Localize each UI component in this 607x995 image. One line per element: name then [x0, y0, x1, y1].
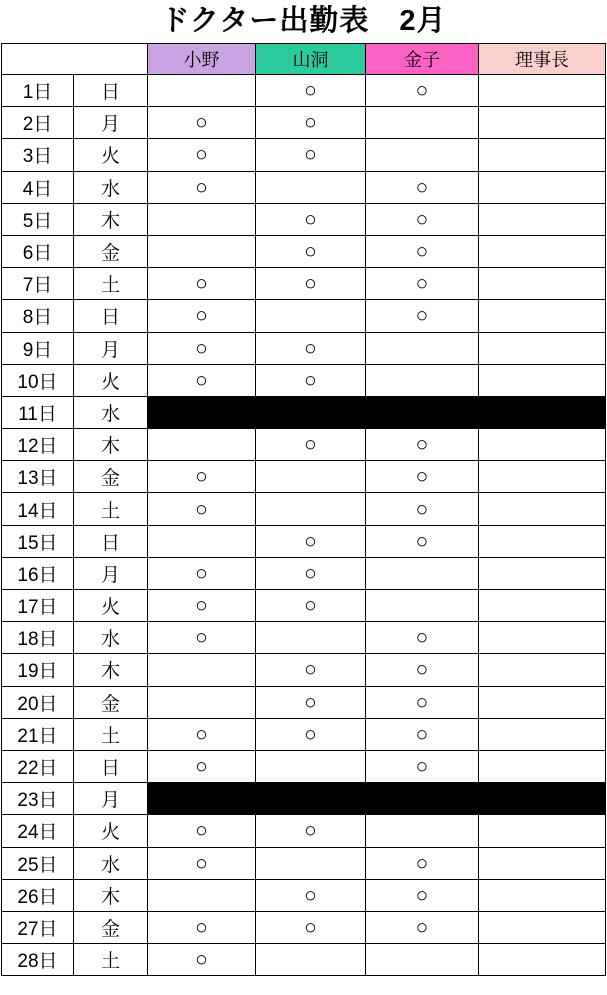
attendance-mark-cell	[479, 268, 606, 300]
attendance-mark-cell: ○	[366, 718, 479, 750]
table-row	[2, 235, 606, 267]
table-row	[2, 944, 606, 976]
date-cell: 25日	[2, 847, 74, 879]
date-cell: 6日	[2, 235, 74, 267]
date-cell: 5日	[2, 203, 74, 235]
attendance-mark-cell	[479, 203, 606, 235]
table-row	[2, 332, 606, 364]
attendance-mark-cell: ○	[366, 171, 479, 203]
attendance-mark-cell: ○	[256, 590, 366, 622]
attendance-mark-cell	[256, 461, 366, 493]
attendance-mark-cell: ○	[256, 879, 366, 911]
attendance-mark-cell: ○	[148, 911, 256, 943]
attendance-mark-cell: ○	[148, 332, 256, 364]
day-cell: 金	[74, 461, 148, 493]
day-cell: 水	[74, 847, 148, 879]
attendance-mark-cell	[366, 107, 479, 139]
attendance-mark-cell	[366, 557, 479, 589]
date-cell: 19日	[2, 654, 74, 686]
date-cell: 23日	[2, 783, 74, 815]
table-row	[2, 718, 606, 750]
table-row	[2, 750, 606, 782]
attendance-mark-cell: ○	[148, 750, 256, 782]
date-cell: 26日	[2, 879, 74, 911]
day-cell: 木	[74, 429, 148, 461]
attendance-mark-cell	[479, 235, 606, 267]
table-row	[2, 75, 606, 107]
attendance-mark-cell	[479, 718, 606, 750]
date-cell: 11日	[2, 396, 74, 428]
attendance-mark-cell	[256, 493, 366, 525]
day-cell: 日	[74, 750, 148, 782]
table-row	[2, 268, 606, 300]
attendance-mark-cell	[479, 750, 606, 782]
attendance-mark-cell	[479, 944, 606, 976]
attendance-mark-cell	[148, 525, 256, 557]
attendance-mark-cell	[148, 879, 256, 911]
attendance-mark-cell	[366, 590, 479, 622]
table-row	[2, 686, 606, 718]
attendance-mark-cell: ○	[256, 332, 366, 364]
attendance-mark-cell	[256, 622, 366, 654]
day-cell: 土	[74, 493, 148, 525]
attendance-mark-cell	[479, 139, 606, 171]
table-row	[2, 364, 606, 396]
table-row	[2, 879, 606, 911]
attendance-mark-cell: ○	[366, 879, 479, 911]
doctor-column-header: 小野	[148, 44, 256, 75]
attendance-mark-cell: ○	[366, 461, 479, 493]
attendance-mark-cell: ○	[148, 461, 256, 493]
attendance-mark-cell: ○	[256, 235, 366, 267]
attendance-mark-cell: ○	[148, 590, 256, 622]
attendance-mark-cell: ○	[256, 139, 366, 171]
attendance-mark-cell	[479, 332, 606, 364]
attendance-mark-cell	[256, 750, 366, 782]
table-row	[2, 590, 606, 622]
table-row	[2, 396, 606, 428]
day-cell: 水	[74, 622, 148, 654]
day-cell: 火	[74, 364, 148, 396]
table-row	[2, 557, 606, 589]
day-cell: 火	[74, 139, 148, 171]
date-cell: 10日	[2, 364, 74, 396]
table-row	[2, 429, 606, 461]
day-cell: 木	[74, 203, 148, 235]
attendance-mark-cell: ○	[366, 300, 479, 332]
date-cell: 24日	[2, 815, 74, 847]
day-cell: 日	[74, 525, 148, 557]
date-cell: 7日	[2, 268, 74, 300]
schedule-body	[2, 75, 606, 976]
day-cell: 水	[74, 171, 148, 203]
table-row	[2, 911, 606, 943]
blackout-cell	[148, 783, 606, 815]
attendance-mark-cell: ○	[256, 429, 366, 461]
attendance-mark-cell: ○	[366, 493, 479, 525]
attendance-mark-cell	[479, 686, 606, 718]
table-row	[2, 461, 606, 493]
attendance-mark-cell	[148, 654, 256, 686]
attendance-mark-cell	[366, 139, 479, 171]
attendance-mark-cell	[479, 654, 606, 686]
table-row	[2, 203, 606, 235]
table-row	[2, 171, 606, 203]
header-corner-cell	[2, 44, 148, 75]
attendance-mark-cell	[148, 235, 256, 267]
date-cell: 17日	[2, 590, 74, 622]
attendance-mark-cell	[479, 525, 606, 557]
attendance-mark-cell: ○	[148, 171, 256, 203]
date-cell: 18日	[2, 622, 74, 654]
attendance-mark-cell	[479, 429, 606, 461]
attendance-mark-cell	[479, 364, 606, 396]
attendance-mark-cell: ○	[366, 847, 479, 879]
attendance-mark-cell: ○	[148, 300, 256, 332]
day-cell: 水	[74, 396, 148, 428]
attendance-mark-cell	[256, 847, 366, 879]
attendance-mark-cell: ○	[366, 203, 479, 235]
table-row	[2, 783, 606, 815]
attendance-mark-cell: ○	[366, 911, 479, 943]
day-cell: 火	[74, 590, 148, 622]
attendance-mark-cell: ○	[366, 750, 479, 782]
date-cell: 27日	[2, 911, 74, 943]
attendance-mark-cell	[148, 429, 256, 461]
attendance-mark-cell	[479, 107, 606, 139]
attendance-mark-cell: ○	[148, 847, 256, 879]
attendance-mark-cell: ○	[148, 815, 256, 847]
attendance-mark-cell: ○	[366, 268, 479, 300]
attendance-mark-cell	[479, 75, 606, 107]
date-cell: 21日	[2, 718, 74, 750]
doctor-column-header: 金子	[366, 44, 479, 75]
day-cell: 火	[74, 815, 148, 847]
attendance-mark-cell	[479, 300, 606, 332]
table-row	[2, 525, 606, 557]
page-title: ドクター出勤表 2月	[160, 5, 447, 37]
doctor-column-header: 理事長	[479, 44, 606, 75]
attendance-mark-cell: ○	[256, 557, 366, 589]
attendance-mark-cell: ○	[366, 525, 479, 557]
date-cell: 4日	[2, 171, 74, 203]
day-cell: 金	[74, 686, 148, 718]
date-cell: 22日	[2, 750, 74, 782]
attendance-mark-cell: ○	[148, 557, 256, 589]
attendance-mark-cell	[148, 686, 256, 718]
attendance-mark-cell	[479, 911, 606, 943]
attendance-mark-cell	[479, 622, 606, 654]
date-cell: 8日	[2, 300, 74, 332]
attendance-mark-cell	[366, 815, 479, 847]
day-cell: 月	[74, 557, 148, 589]
attendance-mark-cell: ○	[256, 654, 366, 686]
attendance-mark-cell: ○	[366, 622, 479, 654]
attendance-mark-cell	[479, 557, 606, 589]
attendance-mark-cell	[479, 590, 606, 622]
day-cell: 金	[74, 235, 148, 267]
attendance-mark-cell: ○	[256, 718, 366, 750]
day-cell: 月	[74, 332, 148, 364]
date-cell: 28日	[2, 944, 74, 976]
attendance-mark-cell: ○	[148, 107, 256, 139]
attendance-mark-cell	[479, 879, 606, 911]
attendance-mark-cell	[479, 815, 606, 847]
date-cell: 12日	[2, 429, 74, 461]
attendance-mark-cell	[256, 171, 366, 203]
date-cell: 16日	[2, 557, 74, 589]
blackout-cell	[148, 396, 606, 428]
attendance-mark-cell: ○	[148, 622, 256, 654]
attendance-mark-cell: ○	[148, 364, 256, 396]
day-cell: 木	[74, 879, 148, 911]
attendance-mark-cell: ○	[256, 107, 366, 139]
header-row	[2, 44, 606, 75]
attendance-mark-cell: ○	[366, 75, 479, 107]
table-row	[2, 815, 606, 847]
date-cell: 20日	[2, 686, 74, 718]
table-row	[2, 847, 606, 879]
table-row	[2, 493, 606, 525]
date-cell: 3日	[2, 139, 74, 171]
attendance-mark-cell: ○	[148, 493, 256, 525]
attendance-mark-cell: ○	[256, 203, 366, 235]
attendance-mark-cell: ○	[256, 525, 366, 557]
attendance-mark-cell: ○	[256, 686, 366, 718]
attendance-mark-cell	[148, 75, 256, 107]
attendance-mark-cell: ○	[256, 815, 366, 847]
attendance-mark-cell: ○	[148, 718, 256, 750]
day-cell: 土	[74, 268, 148, 300]
attendance-mark-cell	[366, 944, 479, 976]
day-cell: 土	[74, 944, 148, 976]
attendance-mark-cell	[366, 332, 479, 364]
attendance-mark-cell: ○	[148, 268, 256, 300]
attendance-mark-cell: ○	[366, 654, 479, 686]
table-row	[2, 107, 606, 139]
date-cell: 13日	[2, 461, 74, 493]
attendance-mark-cell	[366, 364, 479, 396]
attendance-mark-cell: ○	[366, 686, 479, 718]
day-cell: 月	[74, 783, 148, 815]
day-cell: 日	[74, 75, 148, 107]
attendance-mark-cell: ○	[366, 235, 479, 267]
date-cell: 1日	[2, 75, 74, 107]
attendance-mark-cell	[479, 493, 606, 525]
day-cell: 日	[74, 300, 148, 332]
doctor-column-header: 山洞	[256, 44, 366, 75]
table-row	[2, 139, 606, 171]
attendance-table	[1, 43, 606, 976]
attendance-mark-cell	[256, 300, 366, 332]
attendance-mark-cell: ○	[148, 139, 256, 171]
date-cell: 2日	[2, 107, 74, 139]
date-cell: 9日	[2, 332, 74, 364]
table-row	[2, 300, 606, 332]
attendance-mark-cell: ○	[256, 268, 366, 300]
day-cell: 月	[74, 107, 148, 139]
date-cell: 15日	[2, 525, 74, 557]
table-row	[2, 654, 606, 686]
attendance-mark-cell: ○	[256, 911, 366, 943]
attendance-mark-cell	[479, 171, 606, 203]
attendance-mark-cell: ○	[366, 429, 479, 461]
day-cell: 木	[74, 654, 148, 686]
attendance-mark-cell	[256, 944, 366, 976]
date-cell: 14日	[2, 493, 74, 525]
table-row	[2, 622, 606, 654]
attendance-mark-cell: ○	[148, 944, 256, 976]
attendance-mark-cell	[148, 203, 256, 235]
attendance-mark-cell: ○	[256, 75, 366, 107]
day-cell: 金	[74, 911, 148, 943]
attendance-mark-cell: ○	[256, 364, 366, 396]
attendance-mark-cell	[479, 847, 606, 879]
attendance-mark-cell	[479, 461, 606, 493]
day-cell: 土	[74, 718, 148, 750]
